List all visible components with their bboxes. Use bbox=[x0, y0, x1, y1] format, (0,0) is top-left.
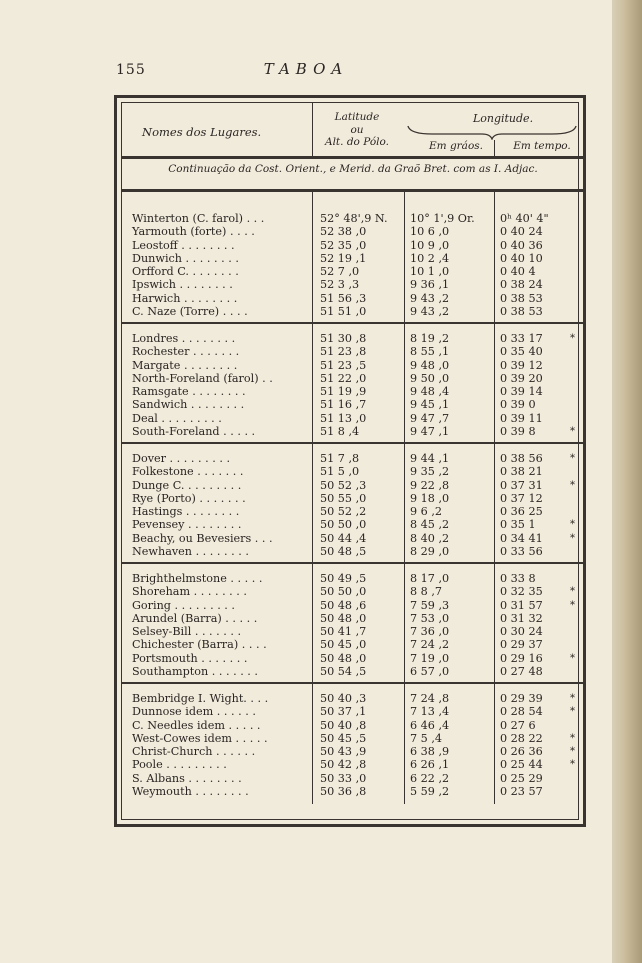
cell-mark: * bbox=[570, 706, 575, 718]
cell-time: 0 33 56 bbox=[500, 544, 543, 558]
cell-name: Pevensey . . . . . . . . bbox=[132, 518, 242, 532]
table-row bbox=[122, 492, 584, 505]
cell-name: Shoreham . . . . . . . . bbox=[132, 585, 247, 599]
cell-name: Chichester (Barra) . . . . bbox=[132, 638, 267, 652]
cell-mark: * bbox=[570, 586, 575, 598]
table-header bbox=[122, 103, 584, 156]
cell-deg: 7 53 ,0 bbox=[410, 611, 450, 625]
cell-time: 0 40 24 bbox=[500, 225, 543, 239]
table-row bbox=[122, 292, 584, 305]
table-row bbox=[122, 692, 584, 705]
cell-lat: 50 52 ,2 bbox=[320, 505, 367, 518]
cell-name: Harwich . . . . . . . . bbox=[132, 291, 238, 305]
cell-deg: 9 48 ,0 bbox=[410, 358, 450, 372]
cell-deg: 6 22 ,2 bbox=[410, 771, 450, 785]
cell-lat: 51 7 ,8 bbox=[320, 452, 360, 465]
cell-time: 0 39 8 bbox=[500, 424, 536, 438]
cell-mark: * bbox=[570, 759, 575, 771]
longitude-brace-icon bbox=[402, 124, 582, 140]
cell-lat: 51 22 ,0 bbox=[320, 371, 367, 385]
cell-time: 0 36 25 bbox=[500, 505, 543, 518]
cell-time: 0 38 53 bbox=[500, 304, 543, 318]
cell-time: 0 38 56 bbox=[500, 452, 543, 465]
cell-deg: 8 8 ,7 bbox=[410, 585, 443, 599]
cell-lat: 52 19 ,1 bbox=[320, 251, 367, 265]
cell-time: 0 38 53 bbox=[500, 291, 543, 305]
cell-mark: * bbox=[570, 425, 575, 437]
header-divider-2 bbox=[494, 140, 495, 156]
cell-deg: 7 24 ,2 bbox=[410, 638, 450, 652]
group-rule bbox=[122, 562, 584, 564]
cell-time: 0 34 41 bbox=[500, 531, 543, 545]
cell-name: North-Foreland (farol) . . bbox=[132, 371, 273, 385]
header-latitude-line1: Latitude bbox=[334, 111, 380, 123]
table-inner bbox=[121, 102, 579, 820]
cell-deg: 7 59 ,3 bbox=[410, 598, 450, 612]
cell-name: C. Needles idem . . . . . bbox=[132, 718, 261, 732]
cell-lat: 51 19 ,9 bbox=[320, 385, 367, 398]
table-row bbox=[122, 638, 584, 651]
cell-lat: 50 52 ,3 bbox=[320, 478, 367, 492]
table-row bbox=[122, 572, 584, 585]
cell-deg: 9 35 ,2 bbox=[410, 465, 450, 479]
table-row bbox=[122, 372, 584, 385]
cell-name: Brighthelmstone . . . . . bbox=[132, 572, 263, 585]
cell-name: Ramsgate . . . . . . . . bbox=[132, 385, 246, 398]
cell-lat: 50 50 ,0 bbox=[320, 585, 367, 599]
cell-time: 0 38 24 bbox=[500, 278, 543, 292]
cell-deg: 9 47 ,7 bbox=[410, 411, 450, 425]
cell-name: South-Foreland . . . . . bbox=[132, 424, 256, 438]
cell-deg: 6 46 ,4 bbox=[410, 718, 450, 732]
cell-lat: 50 45 ,0 bbox=[320, 638, 367, 652]
table-frame bbox=[114, 95, 586, 827]
cell-time: 0 35 40 bbox=[500, 345, 543, 359]
cell-lat: 51 56 ,3 bbox=[320, 291, 367, 305]
cell-deg: 8 55 ,1 bbox=[410, 345, 450, 359]
cell-lat: 51 8 ,4 bbox=[320, 424, 360, 438]
table-row bbox=[122, 705, 584, 718]
cell-deg: 6 57 ,0 bbox=[410, 664, 450, 678]
cell-lat: 51 23 ,8 bbox=[320, 345, 367, 359]
cell-time: 0 25 44 bbox=[500, 758, 543, 772]
cell-lat: 51 23 ,5 bbox=[320, 358, 367, 372]
table-row bbox=[122, 758, 584, 771]
cell-deg: 7 19 ,0 bbox=[410, 651, 450, 665]
cell-lat: 50 42 ,8 bbox=[320, 758, 367, 772]
cell-deg: 10 6 ,0 bbox=[410, 225, 450, 239]
cell-mark: * bbox=[570, 479, 575, 491]
cell-deg: 8 19 ,2 bbox=[410, 332, 450, 345]
cell-time: 0 37 12 bbox=[500, 491, 543, 505]
cell-name: Beachy, ou Bevesiers . . . bbox=[132, 531, 273, 545]
cell-name: S. Albans . . . . . . . . bbox=[132, 771, 242, 785]
cell-time: 0 39 12 bbox=[500, 358, 543, 372]
cell-lat: 50 40 ,8 bbox=[320, 718, 367, 732]
cell-name: Newhaven . . . . . . . . bbox=[132, 544, 249, 558]
cell-deg: 8 17 ,0 bbox=[410, 572, 450, 585]
cell-deg: 9 6 ,2 bbox=[410, 505, 443, 518]
cell-name: Rye (Porto) . . . . . . . bbox=[132, 491, 246, 505]
cell-name: Southampton . . . . . . . bbox=[132, 664, 258, 678]
cell-lat: 52 7 ,0 bbox=[320, 265, 360, 278]
cell-name: Rochester . . . . . . . bbox=[132, 345, 240, 359]
page-edge bbox=[612, 0, 642, 963]
cell-lat: 50 50 ,0 bbox=[320, 518, 367, 532]
cell-lat: 52 35 ,0 bbox=[320, 238, 367, 252]
table-row bbox=[122, 465, 584, 478]
cell-deg: 9 18 ,0 bbox=[410, 491, 450, 505]
table-row bbox=[122, 359, 584, 372]
cell-deg: 9 44 ,1 bbox=[410, 452, 450, 465]
cell-deg: 6 38 ,9 bbox=[410, 745, 450, 758]
cell-name: Margate . . . . . . . . bbox=[132, 358, 238, 372]
cell-time: 0 37 31 bbox=[500, 478, 543, 492]
cell-mark: * bbox=[570, 732, 575, 744]
cell-name: Yarmouth (forte) . . . . bbox=[132, 225, 255, 239]
cell-lat: 51 16 ,7 bbox=[320, 398, 367, 412]
header-latitude bbox=[312, 111, 402, 149]
cell-mark: * bbox=[570, 693, 575, 704]
cell-name: Christ-Church . . . . . . bbox=[132, 745, 256, 758]
cell-lat: 50 48 ,0 bbox=[320, 651, 367, 665]
cell-time: 0 31 32 bbox=[500, 611, 543, 625]
cell-lat: 50 48 ,6 bbox=[320, 598, 367, 612]
cell-name: Dunwich . . . . . . . . bbox=[132, 251, 239, 265]
cell-time: 0 23 57 bbox=[500, 784, 543, 798]
cell-time: 0 28 22 bbox=[500, 731, 543, 745]
cell-name: Winterton (C. farol) . . . bbox=[132, 212, 265, 225]
cell-name: Sandwich . . . . . . . . bbox=[132, 398, 245, 412]
group-rule bbox=[122, 322, 584, 324]
cell-time: 0 27 48 bbox=[500, 664, 543, 678]
cell-lat: 50 37 ,1 bbox=[320, 705, 367, 719]
cell-time: 0 39 20 bbox=[500, 371, 543, 385]
cell-mark: * bbox=[570, 746, 575, 757]
table-row bbox=[122, 625, 584, 638]
cell-deg: 7 13 ,4 bbox=[410, 705, 450, 719]
cell-deg: 10 9 ,0 bbox=[410, 238, 450, 252]
cell-name: Deal . . . . . . . . . bbox=[132, 411, 222, 425]
header-time: Em tempo. bbox=[513, 140, 571, 152]
cell-name: Leostoff . . . . . . . . bbox=[132, 238, 235, 252]
cell-name: Ipswich . . . . . . . . bbox=[132, 278, 233, 292]
cell-deg: 9 43 ,2 bbox=[410, 304, 450, 318]
cell-lat: 51 5 ,0 bbox=[320, 465, 360, 479]
running-title: TABOA bbox=[263, 60, 349, 78]
cell-name: Orfford C. . . . . . . . bbox=[132, 265, 239, 278]
cell-mark: * bbox=[570, 519, 575, 531]
cell-name: Dunnose idem . . . . . . bbox=[132, 705, 256, 719]
cell-deg: 7 5 ,4 bbox=[410, 731, 443, 745]
table-row bbox=[122, 732, 584, 745]
cell-deg: 6 26 ,1 bbox=[410, 758, 450, 772]
cell-deg: 8 29 ,0 bbox=[410, 544, 450, 558]
table-row bbox=[122, 479, 584, 492]
cell-name: Poole . . . . . . . . . bbox=[132, 758, 227, 772]
cell-lat: 50 41 ,7 bbox=[320, 625, 367, 638]
cell-lat: 50 48 ,0 bbox=[320, 611, 367, 625]
cell-time: 0 29 16 bbox=[500, 651, 543, 665]
continuation-rule bbox=[122, 189, 584, 192]
table-row bbox=[122, 385, 584, 398]
cell-time: 0 35 1 bbox=[500, 518, 536, 532]
table-row bbox=[122, 345, 584, 358]
table-row bbox=[122, 719, 584, 732]
header-divider-1 bbox=[312, 103, 313, 156]
table-row bbox=[122, 518, 584, 531]
cell-time: 0 39 0 bbox=[500, 398, 536, 412]
table-row bbox=[122, 412, 584, 425]
header-latitude-line3: Alt. do Pólo. bbox=[324, 136, 389, 148]
cell-time: 0 40 10 bbox=[500, 251, 543, 265]
table-row bbox=[122, 239, 584, 252]
continuation-title: Continuação da Cost. Orient., e Merid. da Graõ Bret. com as I. Adjac. bbox=[168, 163, 538, 175]
table-row bbox=[122, 425, 584, 438]
cell-mark: * bbox=[570, 652, 575, 664]
cell-deg: 8 45 ,2 bbox=[410, 518, 450, 532]
cell-time: 0 40 4 bbox=[500, 265, 536, 278]
cell-name: Bembridge I. Wight. . . . bbox=[132, 692, 269, 705]
table-row bbox=[122, 332, 584, 345]
cell-name: Londres . . . . . . . . bbox=[132, 332, 236, 345]
header-places: Nomes dos Lugares. bbox=[142, 125, 262, 139]
cell-time: 0 29 37 bbox=[500, 638, 543, 652]
table-row bbox=[122, 612, 584, 625]
cell-lat: 52 38 ,0 bbox=[320, 225, 367, 239]
cell-lat: 52° 48',9 N. bbox=[320, 212, 388, 225]
cell-lat: 50 33 ,0 bbox=[320, 771, 367, 785]
cell-time: 0 38 21 bbox=[500, 465, 543, 479]
column-divider bbox=[404, 192, 405, 804]
cell-time: 0 32 35 bbox=[500, 585, 543, 599]
group-rule bbox=[122, 682, 584, 684]
cell-mark: * bbox=[570, 333, 575, 344]
cell-time: 0 25 29 bbox=[500, 771, 543, 785]
cell-deg: 9 48 ,4 bbox=[410, 385, 450, 398]
cell-lat: 51 13 ,0 bbox=[320, 411, 367, 425]
table-row bbox=[122, 652, 584, 665]
table-row bbox=[122, 745, 584, 758]
cell-name: Folkestone . . . . . . . bbox=[132, 465, 244, 479]
cell-time: 0ʰ 40' 4" bbox=[500, 212, 549, 225]
cell-lat: 50 49 ,5 bbox=[320, 572, 367, 585]
table-row bbox=[122, 585, 584, 598]
cell-name: Dunge C. . . . . . . . . bbox=[132, 478, 242, 492]
cell-name: Goring . . . . . . . . . bbox=[132, 598, 235, 612]
table-row bbox=[122, 252, 584, 265]
header-longitude: Longitude. bbox=[472, 112, 534, 125]
cell-lat: 50 44 ,4 bbox=[320, 531, 367, 545]
group-rule bbox=[122, 442, 584, 444]
table-row bbox=[122, 305, 584, 318]
cell-lat: 52 3 ,3 bbox=[320, 278, 360, 292]
column-divider bbox=[312, 192, 313, 804]
cell-lat: 51 30 ,8 bbox=[320, 332, 367, 345]
cell-name: Portsmouth . . . . . . . bbox=[132, 651, 248, 665]
table-row bbox=[122, 398, 584, 411]
cell-lat: 51 51 ,0 bbox=[320, 304, 367, 318]
table-row bbox=[122, 599, 584, 612]
cell-time: 0 31 57 bbox=[500, 598, 543, 612]
cell-time: 0 40 36 bbox=[500, 238, 543, 252]
table-row bbox=[122, 265, 584, 278]
table-row bbox=[122, 225, 584, 238]
cell-deg: 9 22 ,8 bbox=[410, 478, 450, 492]
cell-name: Arundel (Barra) . . . . . bbox=[132, 611, 258, 625]
cell-time: 0 28 54 bbox=[500, 705, 543, 719]
cell-lat: 50 40 ,3 bbox=[320, 692, 367, 705]
cell-deg: 10° 1',9 Or. bbox=[410, 212, 475, 225]
cell-deg: 9 50 ,0 bbox=[410, 371, 450, 385]
cell-deg: 9 36 ,1 bbox=[410, 278, 450, 292]
cell-name: Dover . . . . . . . . . bbox=[132, 452, 231, 465]
cell-name: Selsey-Bill . . . . . . . bbox=[132, 625, 242, 638]
cell-time: 0 29 39 bbox=[500, 692, 543, 705]
table-row bbox=[122, 785, 584, 798]
column-divider bbox=[494, 192, 495, 804]
table-row bbox=[122, 278, 584, 291]
cell-deg: 10 2 ,4 bbox=[410, 251, 450, 265]
page-number: 155 bbox=[116, 62, 146, 78]
table-row bbox=[122, 772, 584, 785]
cell-time: 0 33 8 bbox=[500, 572, 536, 585]
table-row bbox=[122, 505, 584, 518]
cell-lat: 50 45 ,5 bbox=[320, 731, 367, 745]
cell-mark: * bbox=[570, 599, 575, 611]
cell-lat: 50 54 ,5 bbox=[320, 664, 367, 678]
table-row bbox=[122, 452, 584, 465]
cell-deg: 7 24 ,8 bbox=[410, 692, 450, 705]
cell-deg: 9 47 ,1 bbox=[410, 424, 450, 438]
cell-time: 0 39 11 bbox=[500, 411, 543, 425]
table-row bbox=[122, 665, 584, 678]
cell-deg: 9 43 ,2 bbox=[410, 291, 450, 305]
cell-mark: * bbox=[570, 532, 575, 544]
cell-deg: 8 40 ,2 bbox=[410, 531, 450, 545]
cell-deg: 5 59 ,2 bbox=[410, 784, 450, 798]
cell-name: C. Naze (Torre) . . . . bbox=[132, 304, 248, 318]
header-rule bbox=[122, 156, 584, 159]
cell-time: 0 27 6 bbox=[500, 718, 536, 732]
cell-deg: 7 36 ,0 bbox=[410, 625, 450, 638]
cell-deg: 9 45 ,1 bbox=[410, 398, 450, 412]
cell-name: West-Cowes idem . . . . . bbox=[132, 731, 268, 745]
table-row bbox=[122, 212, 584, 225]
cell-name: Hastings . . . . . . . . bbox=[132, 505, 240, 518]
cell-name: Weymouth . . . . . . . . bbox=[132, 784, 249, 798]
cell-deg: 10 1 ,0 bbox=[410, 265, 450, 278]
cell-lat: 50 55 ,0 bbox=[320, 491, 367, 505]
header-degrees: Em gráos. bbox=[428, 140, 483, 152]
cell-mark: * bbox=[570, 453, 575, 464]
cell-time: 0 33 17 bbox=[500, 332, 543, 345]
cell-time: 0 39 14 bbox=[500, 385, 543, 398]
cell-time: 0 30 24 bbox=[500, 625, 543, 638]
cell-time: 0 26 36 bbox=[500, 745, 543, 758]
cell-lat: 50 36 ,8 bbox=[320, 784, 367, 798]
header-latitude-line2: ou bbox=[350, 123, 364, 136]
cell-lat: 50 48 ,5 bbox=[320, 544, 367, 558]
table-row bbox=[122, 532, 584, 545]
table-row bbox=[122, 545, 584, 558]
cell-lat: 50 43 ,9 bbox=[320, 745, 367, 758]
